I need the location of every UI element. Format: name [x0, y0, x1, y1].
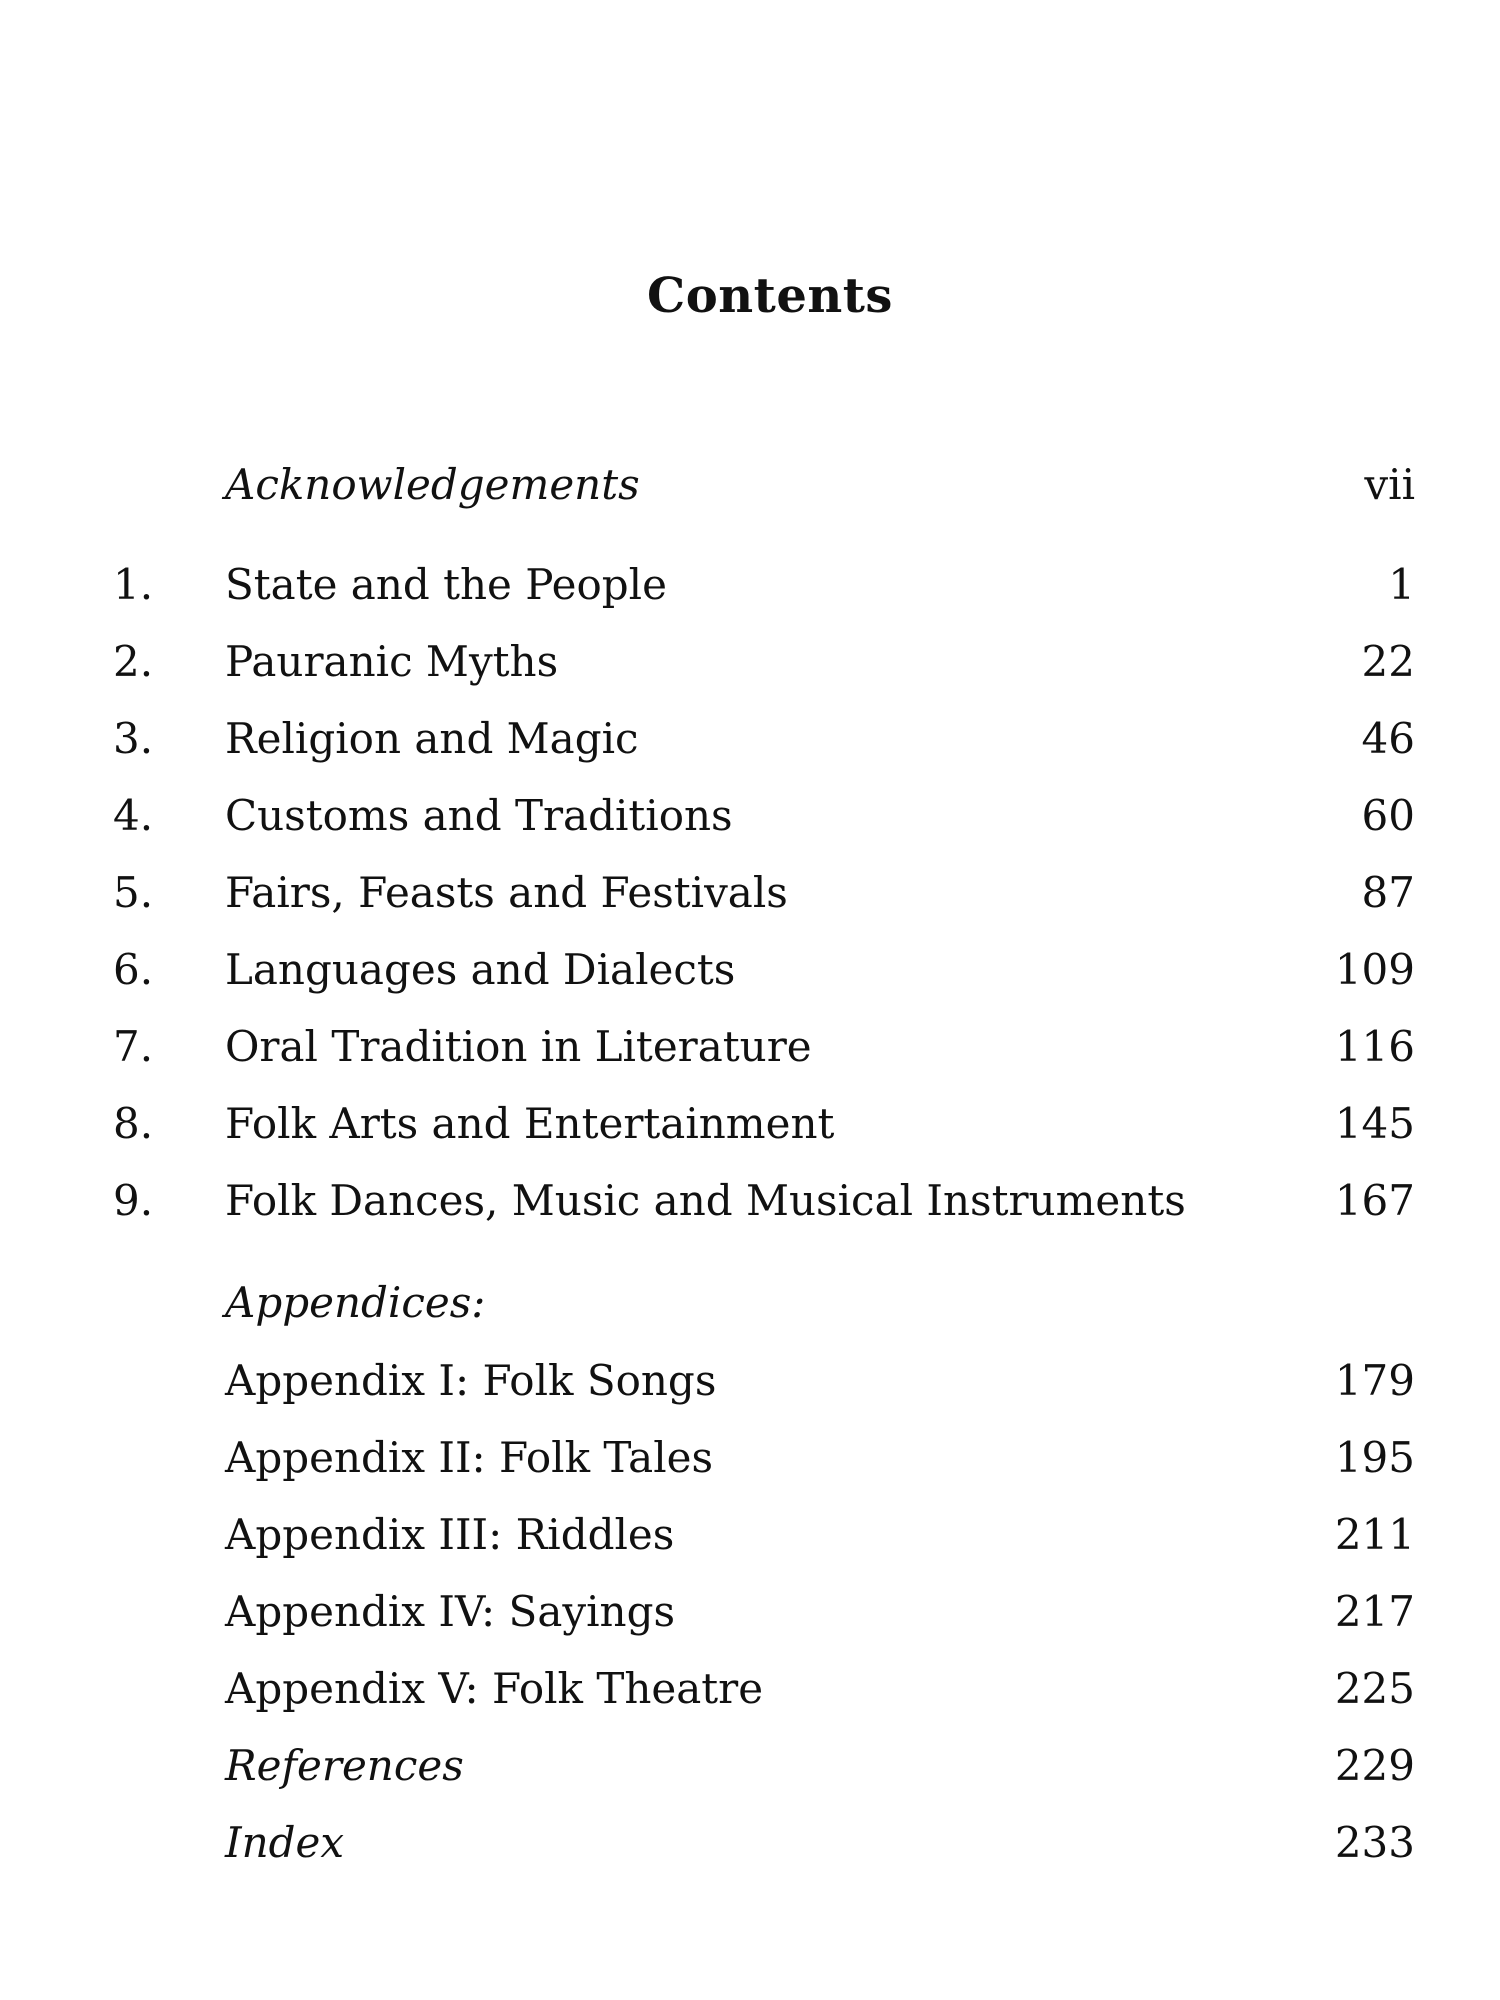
chapter-number: 3. — [113, 714, 154, 763]
toc-entry-label: Acknowledgements — [225, 460, 640, 509]
chapter-page: 116 — [1334, 1022, 1415, 1071]
toc-entry-label: Index — [225, 1818, 345, 1867]
toc-entry-acknowledgements — [0, 455, 1500, 515]
toc-appendices-heading — [0, 1273, 1500, 1333]
toc-appendix-5 — [0, 1659, 1500, 1719]
toc-entry-page: vii — [1364, 460, 1415, 509]
toc-appendix-1 — [0, 1351, 1500, 1411]
toc-entry-index — [0, 1813, 1500, 1873]
toc-chapter-2 — [0, 632, 1500, 692]
page-title: Contents — [647, 268, 893, 324]
chapter-page: 46 — [1361, 714, 1415, 763]
chapter-number: 7. — [113, 1022, 154, 1071]
toc-entry-page: 229 — [1334, 1741, 1415, 1790]
toc-chapter-4 — [0, 786, 1500, 846]
chapter-number: 6. — [113, 945, 154, 994]
toc-appendix-2 — [0, 1428, 1500, 1488]
appendix-page: 225 — [1334, 1664, 1415, 1713]
toc-chapter-8 — [0, 1094, 1500, 1154]
chapter-number: 4. — [113, 791, 154, 840]
chapter-title: Oral Tradition in Literature — [225, 1022, 812, 1071]
chapter-title: Customs and Traditions — [225, 791, 733, 840]
toc-entry-page: 233 — [1334, 1818, 1415, 1867]
chapter-title: Fairs, Feasts and Festivals — [225, 868, 788, 917]
chapter-number: 9. — [113, 1176, 154, 1225]
chapter-page: 1 — [1388, 560, 1415, 609]
chapter-page: 60 — [1361, 791, 1415, 840]
appendix-title: Appendix III: Riddles — [225, 1510, 675, 1559]
chapter-number: 8. — [113, 1099, 154, 1148]
chapter-title: Folk Arts and Entertainment — [225, 1099, 835, 1148]
toc-chapter-5 — [0, 863, 1500, 923]
chapter-number: 1. — [113, 560, 154, 609]
toc-chapter-9 — [0, 1171, 1500, 1231]
appendix-title: Appendix I: Folk Songs — [225, 1356, 717, 1405]
toc-chapter-1 — [0, 555, 1500, 615]
appendix-page: 217 — [1334, 1587, 1415, 1636]
chapter-title: Folk Dances, Music and Musical Instruments — [225, 1176, 1186, 1225]
appendices-heading: Appendices: — [225, 1278, 486, 1327]
appendix-page: 211 — [1334, 1510, 1415, 1559]
chapter-title: Languages and Dialects — [225, 945, 736, 994]
appendix-title: Appendix IV: Sayings — [225, 1587, 676, 1636]
chapter-number: 2. — [113, 637, 154, 686]
chapter-page: 22 — [1361, 637, 1415, 686]
chapter-title: Religion and Magic — [225, 714, 639, 763]
toc-appendix-4 — [0, 1582, 1500, 1642]
toc-entry-label: References — [225, 1741, 464, 1790]
toc-chapter-3 — [0, 709, 1500, 769]
appendix-title: Appendix II: Folk Tales — [225, 1433, 714, 1482]
chapter-number: 5. — [113, 868, 154, 917]
appendix-page: 179 — [1334, 1356, 1415, 1405]
chapter-page: 109 — [1334, 945, 1415, 994]
chapter-page: 87 — [1361, 868, 1415, 917]
toc-appendix-3 — [0, 1505, 1500, 1565]
chapter-title: Pauranic Myths — [225, 637, 559, 686]
chapter-page: 145 — [1334, 1099, 1415, 1148]
toc-chapter-6 — [0, 940, 1500, 1000]
chapter-page: 167 — [1334, 1176, 1415, 1225]
appendix-title: Appendix V: Folk Theatre — [225, 1664, 764, 1713]
chapter-title: State and the People — [225, 560, 667, 609]
appendix-page: 195 — [1334, 1433, 1415, 1482]
toc-chapter-7 — [0, 1017, 1500, 1077]
toc-entry-references — [0, 1736, 1500, 1796]
